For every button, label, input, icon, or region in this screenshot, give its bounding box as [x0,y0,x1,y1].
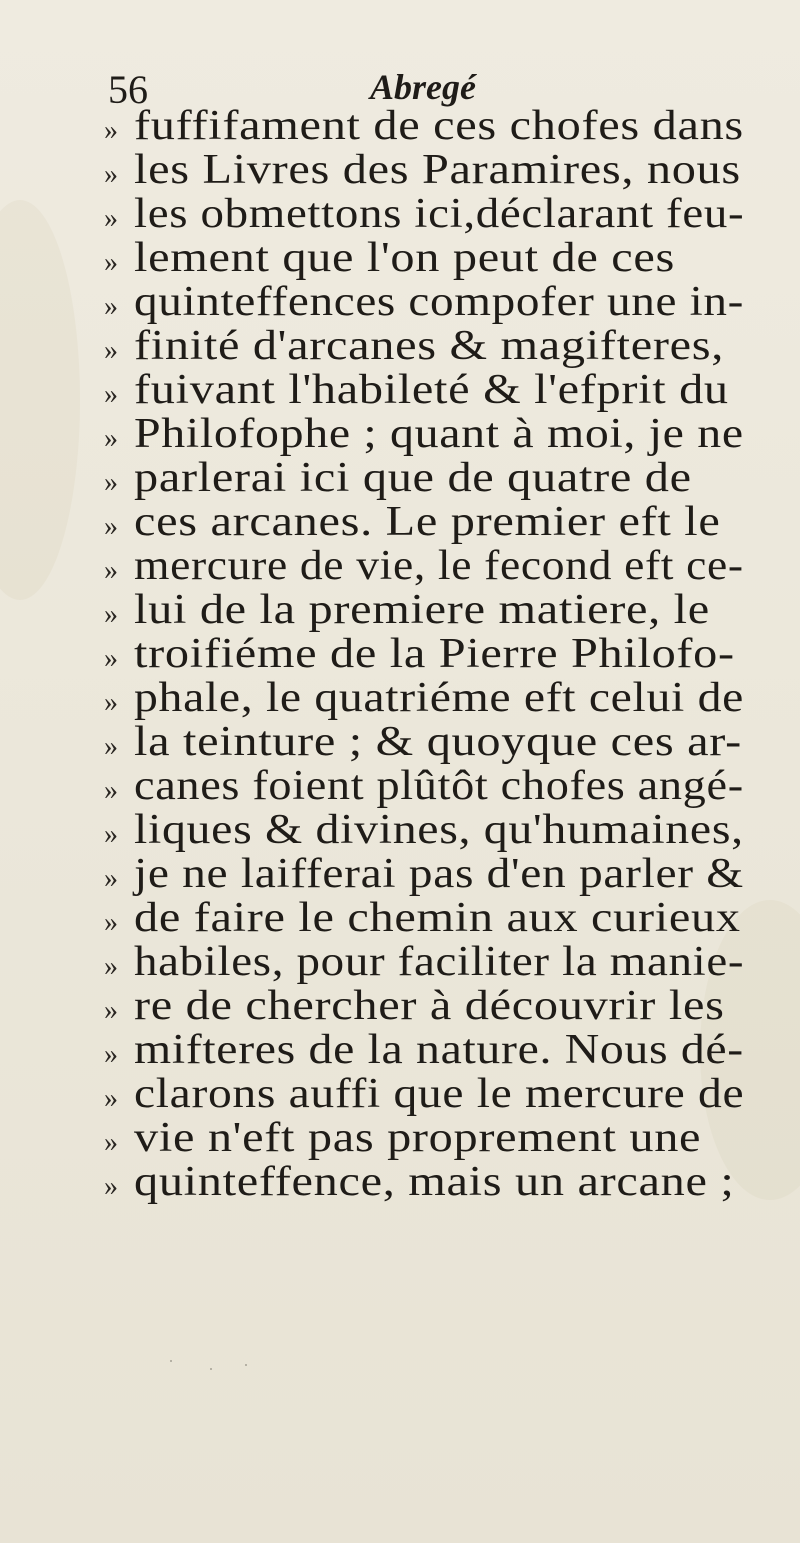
quote-mark: » [104,907,118,938]
text-line [104,676,744,720]
text-line [104,1160,744,1204]
text-line [104,1116,744,1160]
text-line [104,104,744,148]
line-text: de faire le chemin aux curieux [134,895,741,941]
text-line [104,192,744,236]
quote-mark: » [104,291,118,322]
line-text: Philofophe ; quant à moi, je ne [134,411,744,457]
quote-mark: » [104,247,118,278]
line-text: mercure de vie, le fecond eft ce- [134,543,744,589]
text-body [104,104,744,1204]
quote-mark: » [104,1171,118,1202]
text-line [104,148,744,192]
quote-mark: » [104,379,118,410]
quote-mark: » [104,511,118,542]
text-line [104,412,744,456]
quote-mark: » [104,863,118,894]
line-text: parlerai ici que de quatre de [134,455,692,501]
quote-mark: » [104,599,118,630]
quote-mark: » [104,775,118,806]
quote-mark: » [104,467,118,498]
quote-mark: » [104,1127,118,1158]
paper-speck [170,1360,172,1362]
page-number: 56 [108,67,148,112]
text-line [104,984,744,1028]
text-line [104,500,744,544]
text-line [104,324,744,368]
line-text: mifteres de la nature. Nous dé- [134,1027,744,1073]
quote-mark: » [104,203,118,234]
quote-mark: » [104,819,118,850]
text-line [104,280,744,324]
line-text: liques & divines, qu'humaines, [134,807,744,853]
line-text: canes foient plûtôt chofes angé- [134,763,744,809]
text-line [104,236,744,280]
quote-mark: » [104,643,118,674]
line-text: fuivant l'habileté & l'efprit du [134,367,729,413]
text-line [104,456,744,500]
line-text: ces arcanes. Le premier eft le [134,499,721,545]
line-text: finité d'arcanes & magifteres, [134,323,724,369]
quote-mark: » [104,1083,118,1114]
line-text: fuffifament de ces chofes dans [134,103,744,149]
text-line [104,896,744,940]
text-line [104,852,744,896]
line-text: les obmettons ici,déclarant feu- [134,191,745,237]
text-line [104,632,744,676]
paper-speck [210,1368,212,1370]
quote-mark: » [104,731,118,762]
line-text: re de chercher à découvrir les [134,983,725,1029]
line-text: phale, le quatriéme eft celui de [134,675,744,721]
text-line [104,720,744,764]
line-text: troifiéme de la Pierre Philofo- [134,631,735,677]
line-text: je ne laifferai pas d'en parler & [134,851,744,897]
running-title: Abregé [370,67,476,107]
line-text: quinteffence, mais un arcane ; [134,1159,735,1205]
quote-mark: » [104,335,118,366]
line-text: quinteffences compofer une in- [134,279,744,325]
paper-stain [0,200,80,600]
paper-speck [245,1364,247,1366]
text-line [104,1072,744,1116]
quote-mark: » [104,159,118,190]
line-text: clarons auffi que le mercure de [134,1071,745,1117]
quote-mark: » [104,995,118,1026]
line-text: lui de la premiere matiere, le [134,587,710,633]
quote-mark: » [104,687,118,718]
text-line [104,940,744,984]
line-text: lement que l'on peut de ces [134,235,676,281]
text-line [104,808,744,852]
quote-mark: » [104,951,118,982]
text-line [104,1028,744,1072]
text-line [104,764,744,808]
text-line [104,588,744,632]
quote-mark: » [104,115,118,146]
line-text: vie n'eft pas proprement une [134,1115,702,1161]
line-text: les Livres des Paramires, nous [134,147,741,193]
quote-mark: » [104,555,118,586]
text-line [104,368,744,412]
text-line [104,544,744,588]
quote-mark: » [104,423,118,454]
line-text: la teinture ; & quoyque ces ar- [134,719,742,765]
line-text: habiles, pour faciliter la manie- [134,939,745,985]
quote-mark: » [104,1039,118,1070]
